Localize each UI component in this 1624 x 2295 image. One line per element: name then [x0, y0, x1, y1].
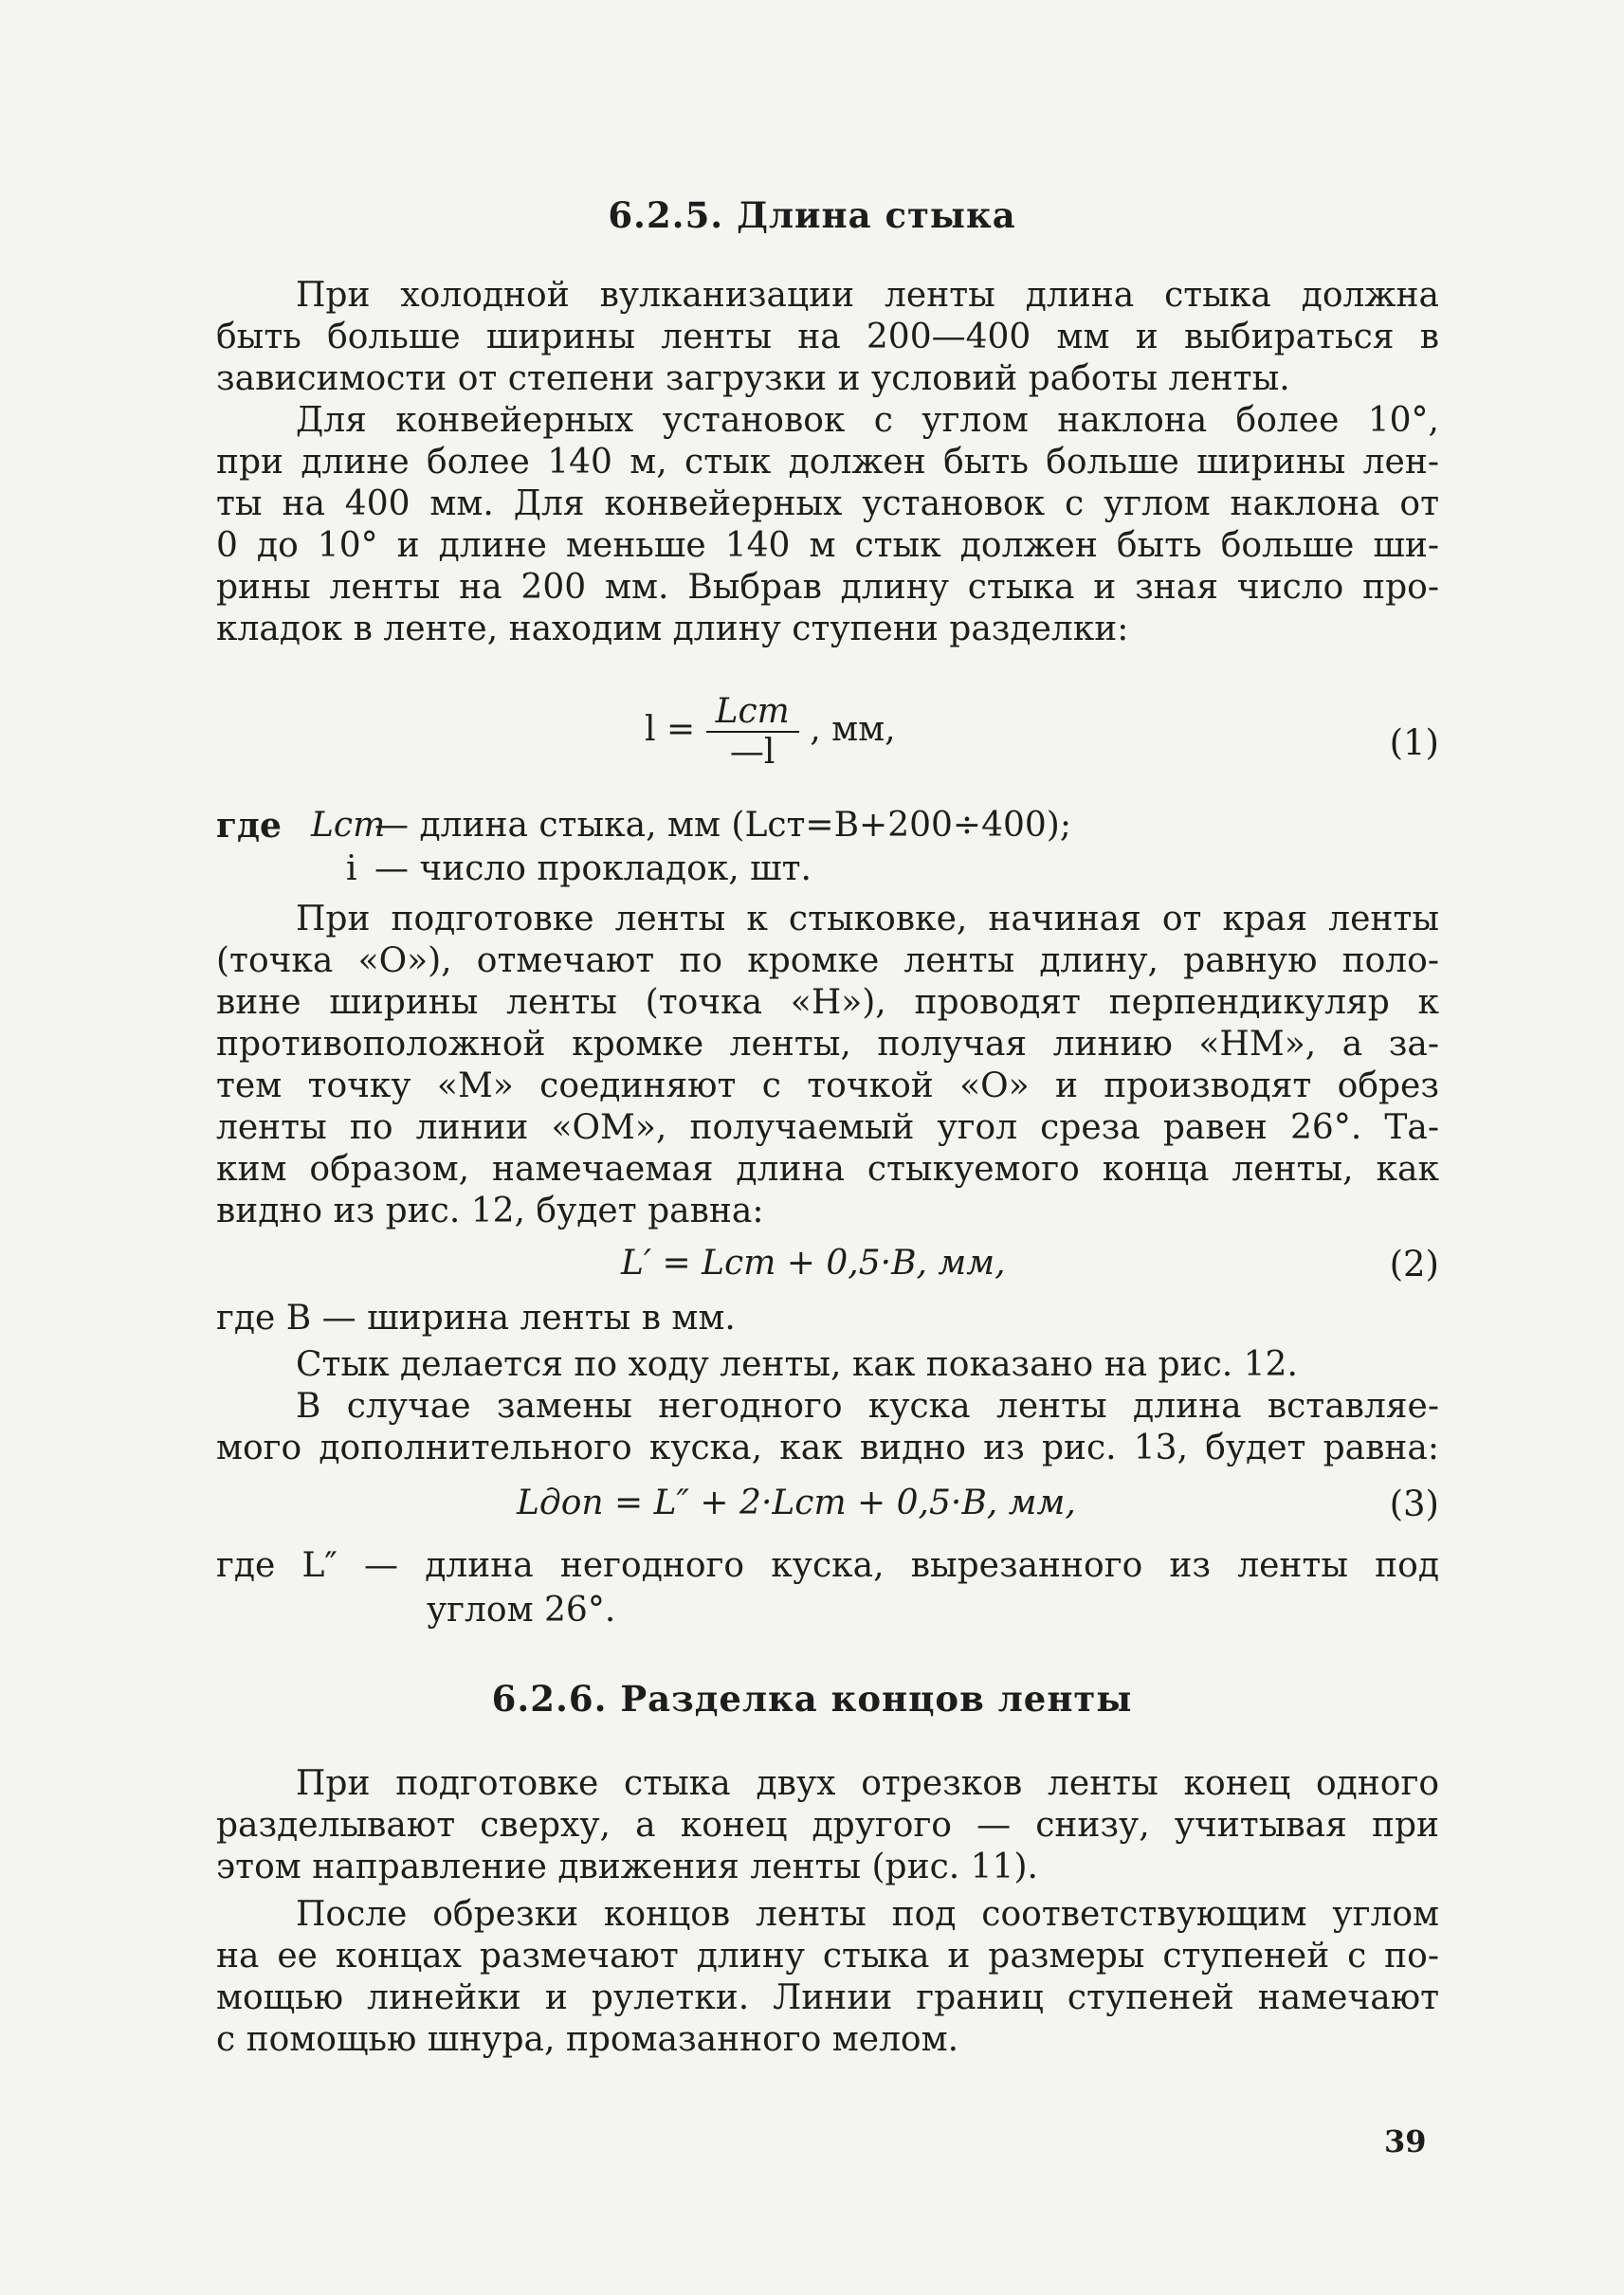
equation-1-numerator: Lст	[706, 692, 799, 733]
equation-2-number: (2)	[1389, 1244, 1439, 1284]
text-line: При подготовке стыка двух отрезков ленты конец одного	[296, 1764, 1439, 1803]
text-line: ленты по линии «ОМ», получаемый угол среза равен 26°. Та-	[216, 1108, 1439, 1147]
where-symbol-i: i	[346, 849, 357, 888]
page-number: 39	[1384, 2123, 1427, 2159]
text-line: 0 до 10° и длине меньше 140 м стык должен быть больше ши-	[216, 526, 1439, 565]
text-line: на ее концах размечают длину стыка и размеры ступеней с по-	[216, 1937, 1439, 1976]
where-definition-b: где B — ширина ленты в мм.	[216, 1299, 736, 1338]
symbol-lst: Lст	[311, 806, 386, 845]
where-definition-i: — число прокладок, шт.	[374, 849, 812, 888]
text-line: кладок в ленте, находим длину ступени разделки:	[216, 610, 1129, 648]
text-line: мощью линейки и рулетки. Линии границ ступеней намечают	[216, 1978, 1439, 2017]
equation-1-denominator: —l	[729, 733, 776, 772]
text-line: Для конвейерных установок с углом наклона более 10°,	[296, 401, 1439, 440]
text-line: В случае замены негодного куска ленты длина вставляе-	[296, 1387, 1439, 1426]
section-heading-6-2-5: 6.2.5. Длина стыка	[608, 194, 1016, 236]
text-line: рины ленты на 200 мм. Выбрав длину стыка и зная число про-	[216, 568, 1439, 607]
text-line: вине ширины ленты (точка «Н»), проводят перпендикуляр к	[216, 983, 1439, 1022]
section-heading-6-2-6: 6.2.6. Разделка концов ленты	[491, 1678, 1133, 1720]
equation-2: L′ = Lст + 0,5·B, мм,	[621, 1244, 1006, 1283]
where-definition-l2: где L″ — длина негодного куска, вырезанного из ленты под	[216, 1546, 1439, 1585]
text-line: при длине более 140 м, стык должен быть больше ширины лен-	[216, 443, 1439, 482]
equation-1-number: (1)	[1389, 722, 1439, 763]
equation-1-lhs: l =	[645, 710, 696, 749]
where-label: где	[216, 806, 282, 846]
text-line: мого дополнительного куска, как видно из рис. 13, будет равна:	[216, 1429, 1439, 1467]
text-line: видно из рис. 12, будет равна:	[216, 1192, 764, 1230]
text-line: (точка «О»), отмечают по кромке ленты длину, равную поло-	[216, 941, 1439, 980]
text-line: При подготовке ленты к стыковке, начиная от края ленты	[296, 900, 1439, 938]
text-line: тем точку «М» соединяют с точкой «О» и производят обрез	[216, 1066, 1439, 1105]
text-line: После обрезки концов ленты под соответствующим углом	[296, 1895, 1439, 1934]
equation-3-number: (3)	[1389, 1484, 1439, 1524]
text-line: При холодной вулканизации ленты длина стыка должна	[296, 276, 1439, 315]
text-line: ты на 400 мм. Для конвейерных установок с углом наклона от	[216, 484, 1439, 523]
text-line: этом направление движения ленты (рис. 11).	[216, 1848, 1038, 1886]
text-line: зависимости от степени загрузки и условий работы ленты.	[216, 359, 1290, 398]
text-line: с помощью шнура, промазанного мелом.	[216, 2020, 959, 2059]
text-line: разделывают сверху, а конец другого — снизу, учитывая при	[216, 1806, 1439, 1845]
where-definition-lst: — длина стыка, мм (Lст=B+200÷400);	[374, 806, 1071, 845]
where-definition-l2-cont: углом 26°.	[427, 1591, 616, 1630]
text-line: ким образом, намечаемая длина стыкуемого конца ленты, как	[216, 1150, 1439, 1189]
text-line: противоположной кромке ленты, получая линию «НМ», а за-	[216, 1025, 1439, 1064]
equation-1	[645, 692, 896, 772]
text-line: Стык делается по ходу ленты, как показано на рис. 12.	[296, 1345, 1298, 1384]
equation-3: Lдоп = L″ + 2·Lст + 0,5·B, мм,	[517, 1484, 1076, 1522]
text-line: быть больше ширины ленты на 200—400 мм и выбираться в	[216, 318, 1439, 356]
equation-1-fraction	[706, 692, 799, 772]
equation-1-unit: , мм,	[810, 710, 896, 749]
